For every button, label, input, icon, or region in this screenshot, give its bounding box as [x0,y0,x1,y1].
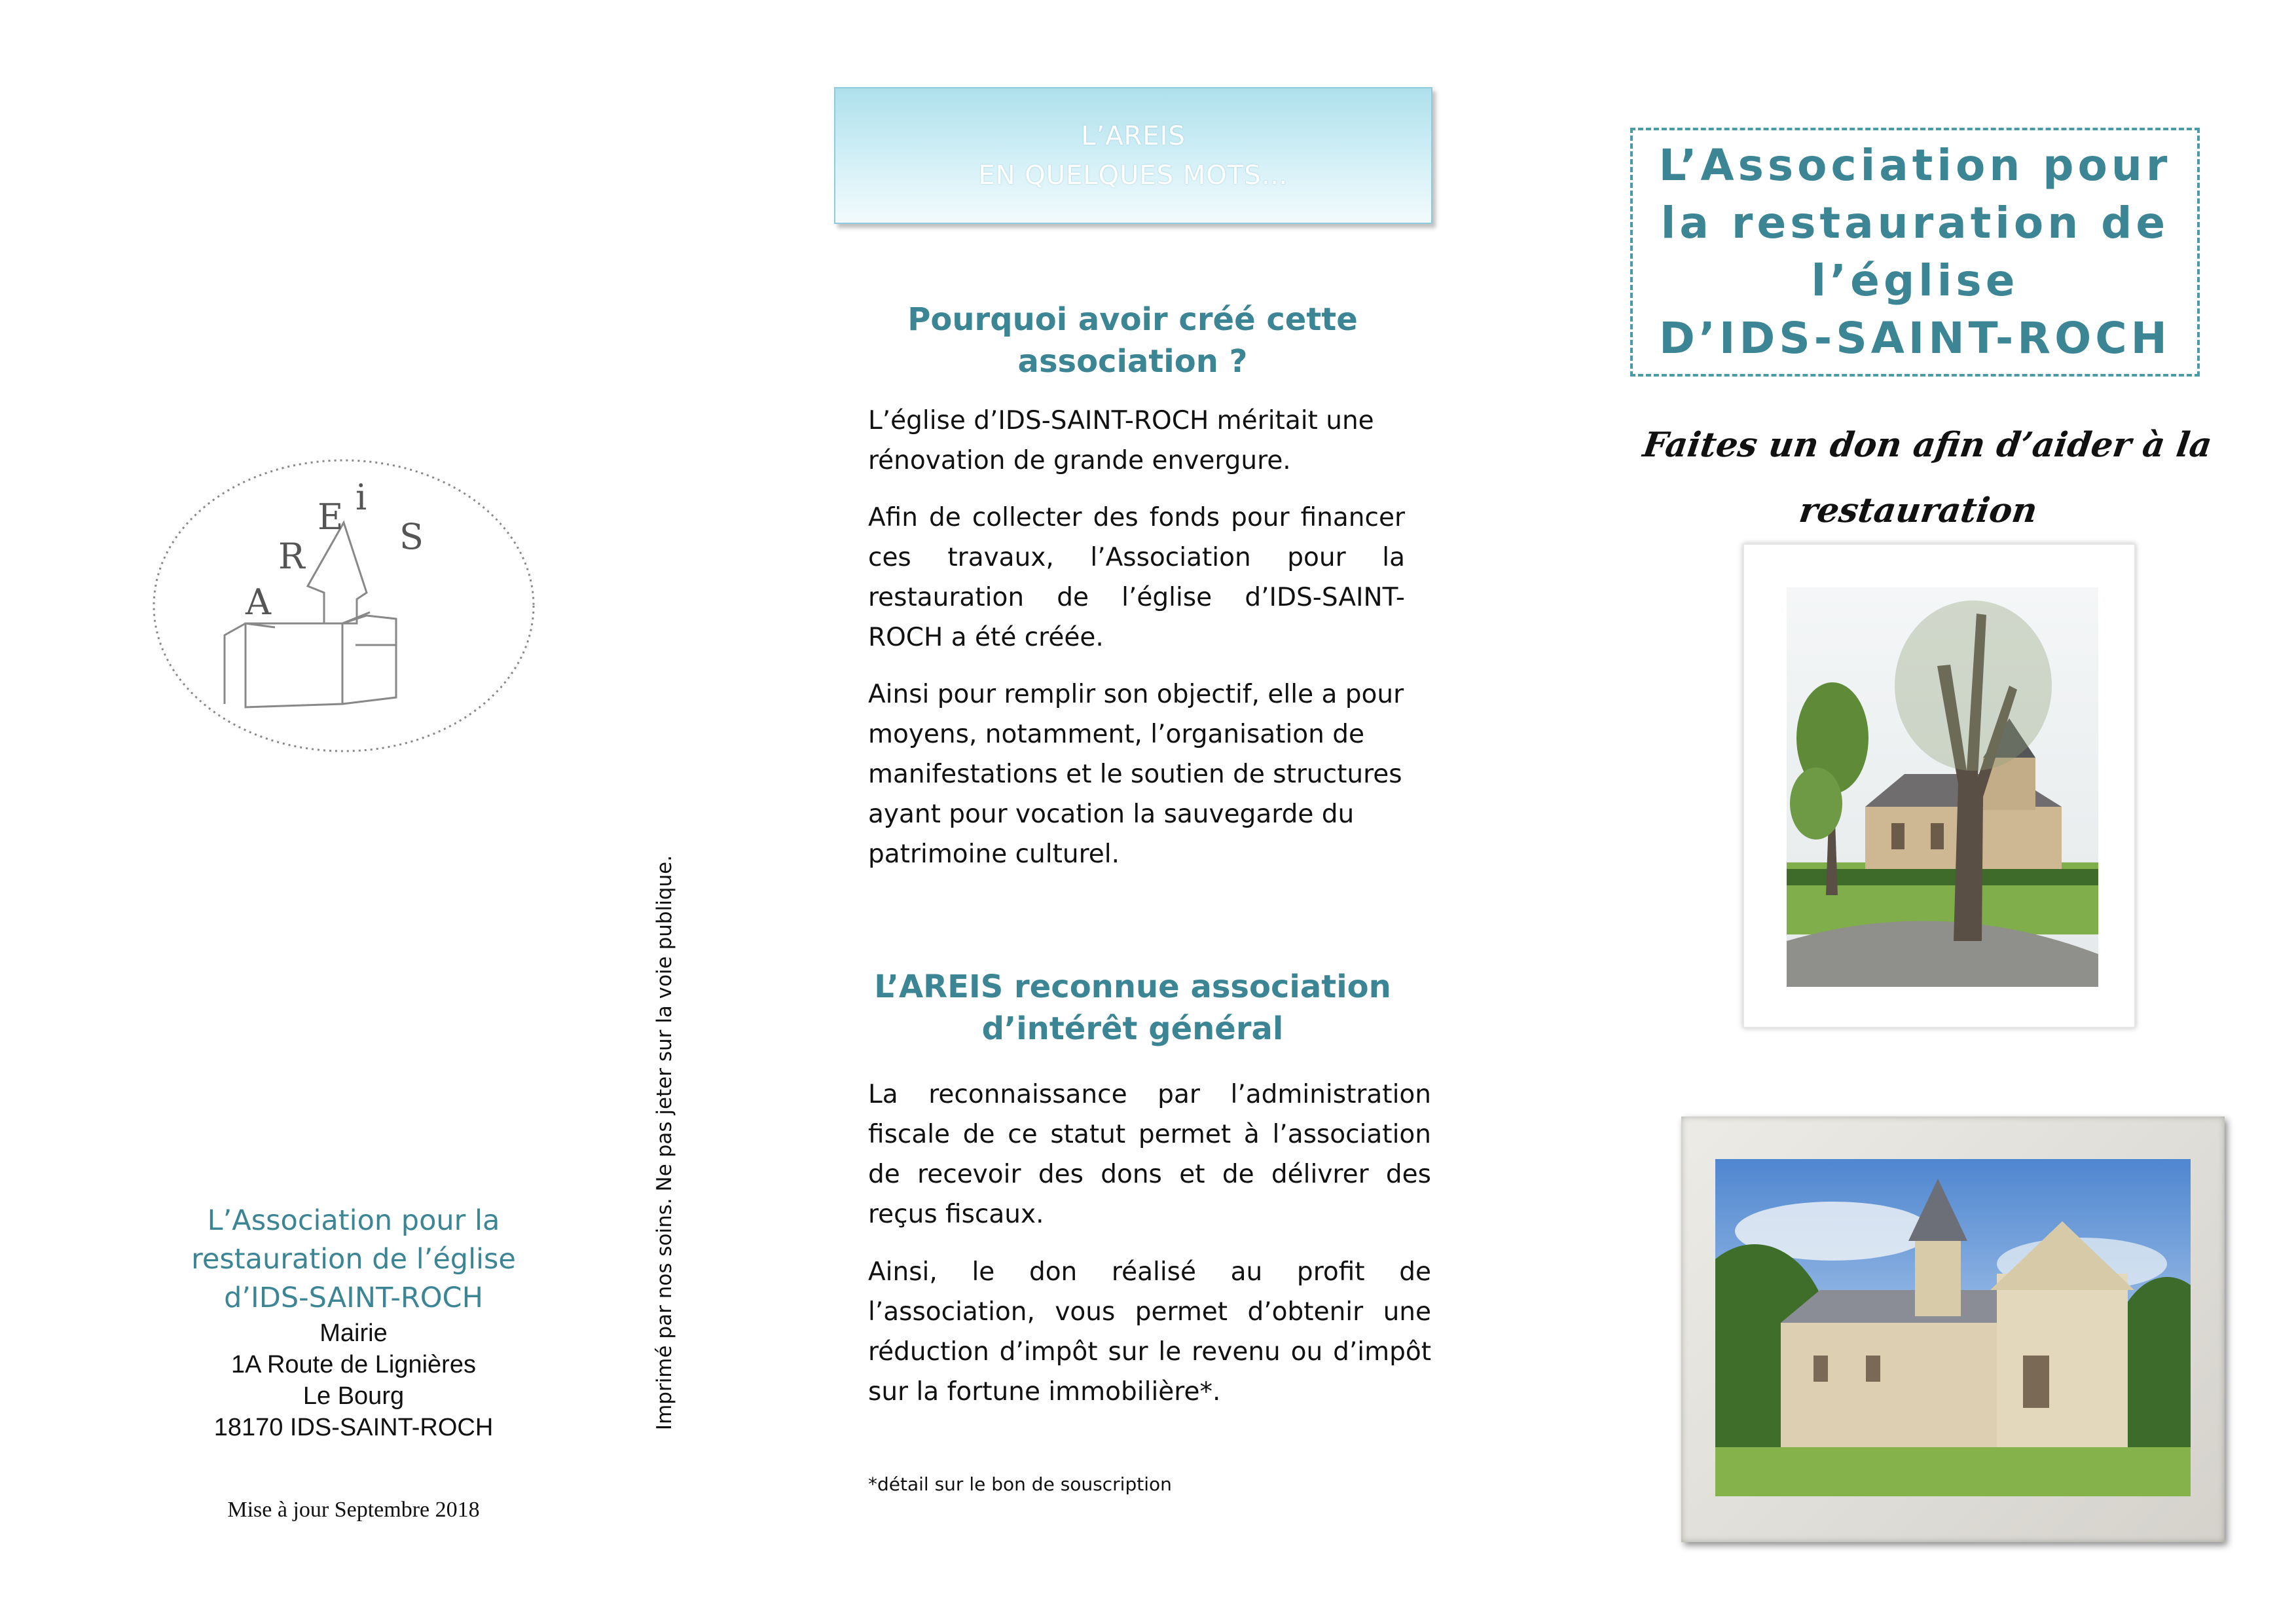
areis-logo [147,452,540,760]
heading-line: EN QUELQUES MOTS… [978,160,1288,191]
paragraph: Ainsi pour remplir son objectif, elle a pour moyens, notamment, l’organisation de manifestations et le soutien de structures ayant pour vocation la sauvegarde du patrimoine culturel. [868,680,1404,869]
donation-tagline: Faites un don afin d’aider à la restauration [1640,425,2215,530]
section-title-why: Pourquoi avoir créé cette association ? [907,301,1358,380]
logo-letter-s: S [399,516,424,557]
cover-panel [1519,0,2296,1624]
footnote: *détail sur le bon de souscription [868,1473,1172,1495]
address-line: 1A Route de Lignières [231,1351,476,1378]
address-block [98,1202,609,1443]
section-heading-box [834,87,1432,224]
areis-logo-drawing [147,452,540,760]
cover-title-box [1630,128,2200,377]
address-line: Mairie [319,1320,388,1347]
logo-letter-i: i [355,477,367,518]
print-notice [645,828,684,1457]
logo-letter-a: A [246,581,271,623]
paragraph: Ainsi, le don réalisé au profit de l’association, vous permet d’obtenir une réduction d’impôt sur le revenu ou d’impôt sur la fortune immobilière*. [868,1257,1431,1407]
paragraph: La reconnaissance par l’administration fiscale de ce statut permet à l’association de recevoir des dons et de délivrer des reçus fiscaux. [868,1080,1431,1229]
logo-letter-e: E [318,496,344,538]
paragraph: L’église d’IDS-SAINT-ROCH méritait une rénovation de grande envergure. [868,406,1374,475]
back-panel [0,0,753,1624]
logo-letter-r: R [278,536,305,577]
church-photo-frame [1743,544,2136,1028]
cover-title: L’Association pour la restauration de l’église D’IDS-SAINT-ROCH [1658,140,2172,363]
paragraph: Afin de collecter des fonds pour financer ces travaux, l’Association pour la restauration de l’église d’IDS-SAINT-ROCH a été créée. [868,503,1405,652]
association-name: L’Association pour la restauration de l’église d’IDS-SAINT-ROCH [191,1204,516,1314]
inside-panel [753,0,1519,1624]
address-line: Le Bourg [302,1382,405,1410]
print-notice-text: Imprimé par nos soins. Ne pas jeter sur la voie publique. [653,855,676,1431]
church-photo [1715,1159,2191,1496]
address-line: 18170 IDS-SAINT-ROCH [213,1414,494,1441]
church-photo-frame-large [1681,1116,2225,1542]
section-title-general-interest: L’AREIS reconnue association d’intérêt général [874,969,1391,1047]
church-with-trees-photo [1787,587,2098,987]
update-note: Mise à jour Septembre 2018 [227,1498,480,1522]
heading-line: L’AREIS [1081,120,1186,151]
